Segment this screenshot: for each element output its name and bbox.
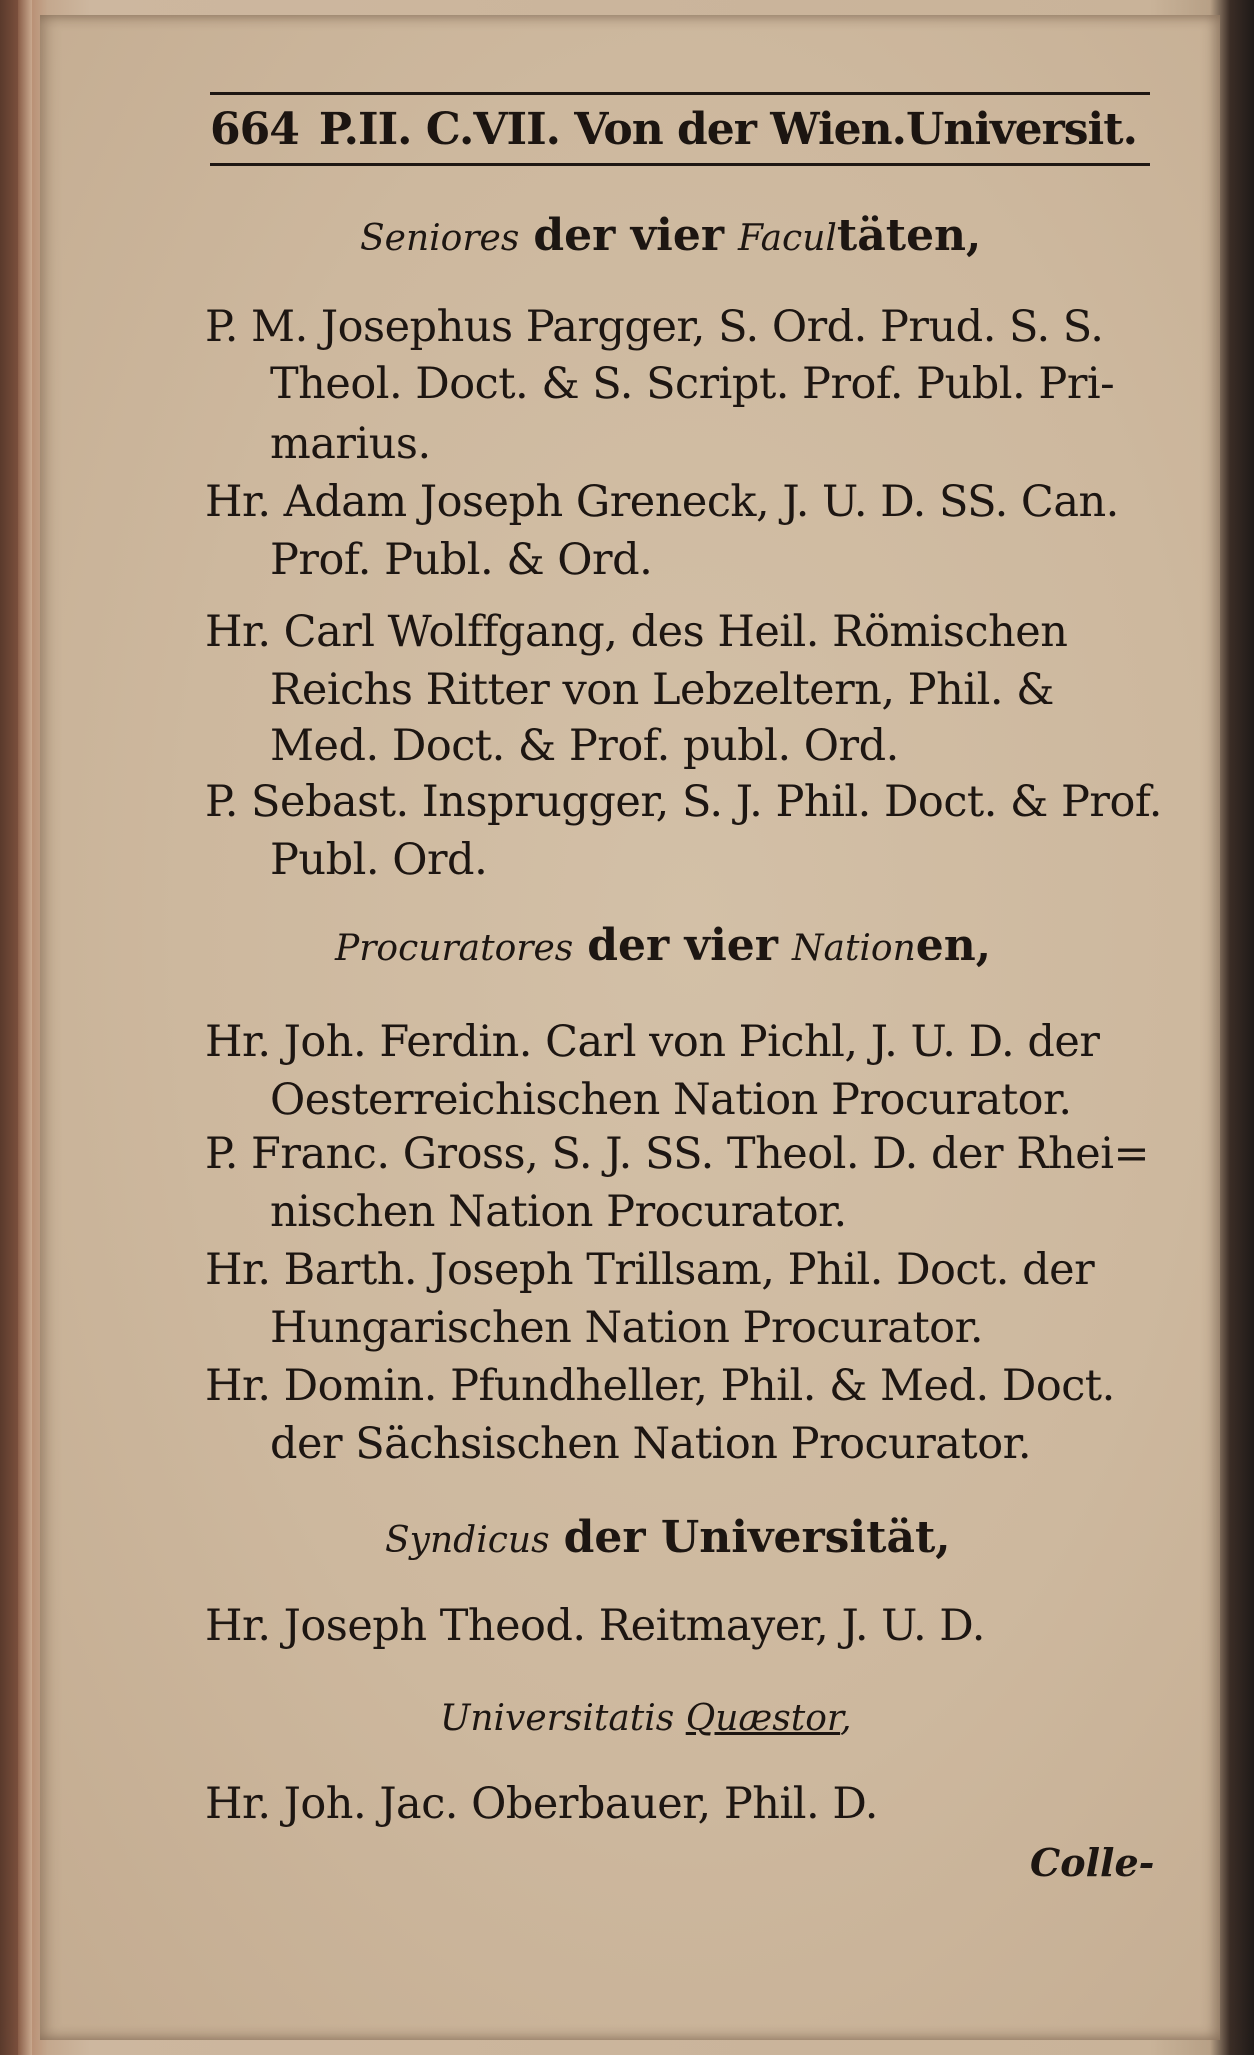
text-line: Oesterreichischen Nation Procurator.: [270, 1075, 1072, 1125]
text-line: Publ. Ord.: [270, 835, 488, 885]
section-heading-syndicus: Syndicus der Universität,: [385, 1512, 951, 1563]
running-header: [210, 92, 1150, 166]
text-line: Hr. Joh. Ferdin. Carl von Pichl, J. U. D. der: [205, 1017, 1100, 1067]
text-line: Hungarischen Nation Procurator.: [270, 1303, 984, 1353]
text-line: Hr. Joh. Jac. Oberbauer, Phil. D.: [205, 1779, 878, 1829]
text-line: Hr. Barth. Joseph Trillsam, Phil. Doct. der: [205, 1245, 1095, 1295]
text-line: nischen Nation Procurator.: [270, 1187, 847, 1237]
page-edge: [18, 0, 32, 2055]
section-heading-quaestor: Universitatis Quæstor,: [440, 1698, 852, 1739]
text-line: P. Sebast. Insprugger, S. J. Phil. Doct. & Prof.: [205, 777, 1162, 827]
catchword: Colle-: [1030, 1840, 1155, 1885]
section-heading-procuratores: Procuratores der vier Nationen,: [335, 920, 992, 971]
text-line: Med. Doct. & Prof. publ. Ord.: [270, 721, 899, 771]
running-title: P.II. C.VII. Von der Wien.Universit.: [318, 103, 1137, 155]
text-line: Hr. Carl Wolffgang, des Heil. Römischen: [205, 607, 1068, 657]
page-number: 664: [210, 103, 299, 155]
text-line: Theol. Doct. & S. Script. Prof. Publ. Pri-: [270, 359, 1115, 409]
text-line: Prof. Publ. & Ord.: [270, 535, 653, 585]
section-heading-seniores: Seniores der vier Facultäten,: [360, 210, 982, 261]
text-line: marius.: [270, 419, 431, 469]
text-line: Reichs Ritter von Lebzeltern, Phil. &: [270, 665, 1054, 715]
text-line: P. M. Josephus Pargger, S. Ord. Prud. S. S.: [205, 302, 1104, 352]
text-line: Hr. Adam Joseph Greneck, J. U. D. SS. Can.: [205, 477, 1119, 527]
text-line: Hr. Joseph Theod. Reitmayer, J. U. D.: [205, 1601, 985, 1651]
text-line: P. Franc. Gross, S. J. SS. Theol. D. der Rhei=: [205, 1129, 1149, 1179]
text-line: Hr. Domin. Pfundheller, Phil. & Med. Doct.: [205, 1361, 1115, 1411]
text-line: der Sächsischen Nation Procurator.: [270, 1419, 1032, 1469]
